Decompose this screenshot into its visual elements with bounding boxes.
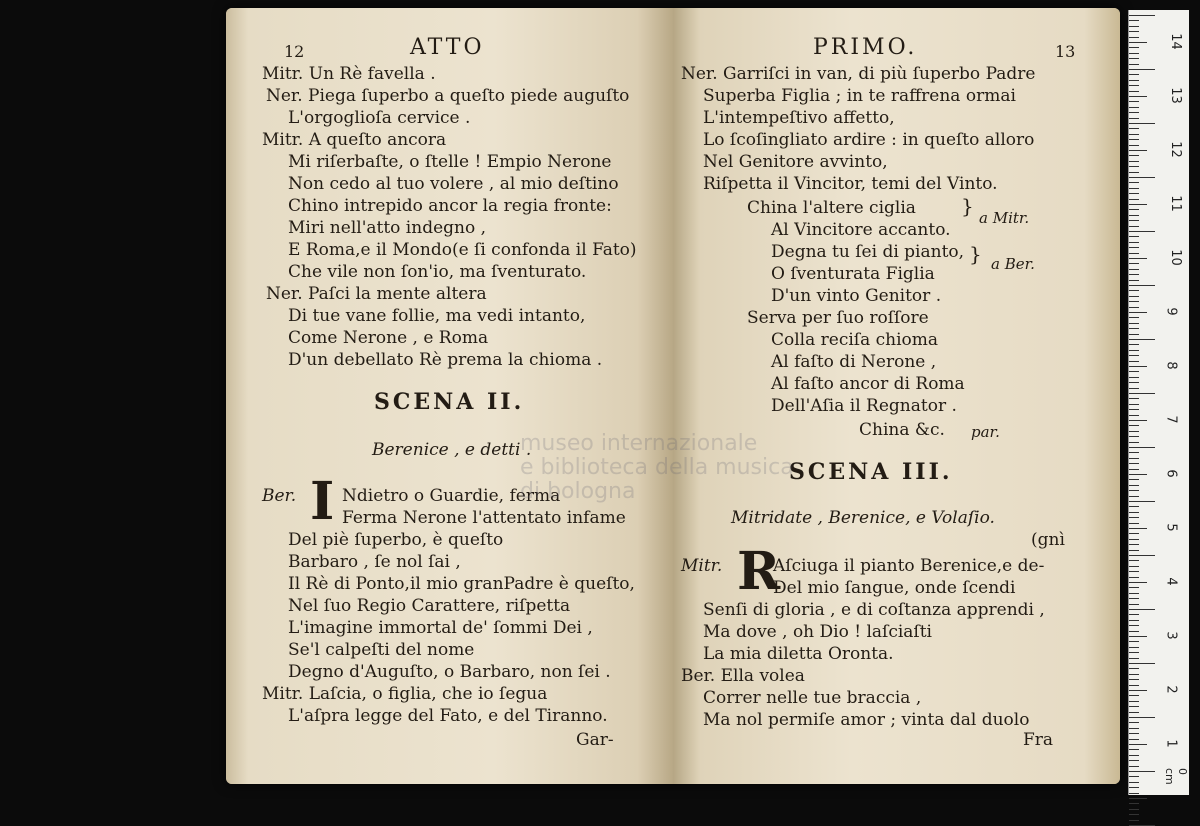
- ruler-tick: [1129, 533, 1139, 534]
- ruler-tick: [1129, 199, 1139, 200]
- text-line: Nel Genitore avvinto,: [703, 152, 888, 172]
- ruler-tick: [1129, 485, 1139, 486]
- ruler-label: 14: [1167, 33, 1183, 50]
- text-line: L'aſpra legge del Fato, e del Tiranno.: [288, 706, 608, 726]
- ruler-tick: [1129, 587, 1139, 588]
- text-line: Ndietro o Guardie, ferma: [342, 486, 561, 506]
- text-line: Come Nerone , e Roma: [288, 328, 489, 348]
- ruler-tick: [1129, 312, 1147, 313]
- scene-title: SCENA II.: [374, 389, 525, 415]
- ruler-tick: [1129, 566, 1139, 567]
- ruler-tick: [1129, 247, 1139, 248]
- ruler-tick: [1129, 733, 1139, 734]
- ruler-tick: [1129, 647, 1139, 648]
- ruler-tick: [1129, 479, 1139, 480]
- ruler-tick: [1129, 215, 1139, 216]
- ruler-tick: [1129, 155, 1139, 156]
- ruler-tick: [1129, 366, 1147, 367]
- text-line: Ber. Ella volea: [681, 666, 805, 686]
- ruler-tick: [1129, 393, 1155, 394]
- text-line: Ferma Nerone l'attentato infame: [342, 508, 626, 528]
- ruler-tick: [1129, 128, 1139, 129]
- ruler-tick: [1129, 771, 1155, 772]
- ruler-tick: [1129, 631, 1139, 632]
- ruler-tick: [1129, 496, 1139, 497]
- ruler-tick: [1129, 188, 1139, 189]
- ruler-tick: [1129, 258, 1147, 259]
- page-number: 13: [1055, 42, 1076, 61]
- scene-persons: Berenice , e detti .: [372, 440, 532, 460]
- ruler-tick: [1129, 436, 1139, 437]
- ruler-tick: [1129, 577, 1139, 578]
- ruler-tick: [1129, 263, 1139, 264]
- text-line: Del piè ſuperbo, è queſto: [288, 530, 504, 550]
- aria-line: China l'altere ciglia: [747, 198, 916, 218]
- ruler-tick: [1129, 512, 1139, 513]
- ruler-label: 9: [1163, 307, 1179, 316]
- ruler-tick: [1129, 663, 1155, 664]
- ruler-tick: [1129, 74, 1139, 75]
- ruler-tick: [1129, 307, 1139, 308]
- text-line: L'imagine immortal de' ſommi Dei ,: [288, 618, 593, 638]
- ruler-tick: [1129, 58, 1139, 59]
- ruler-tick: [1129, 20, 1139, 21]
- ruler-tick: [1129, 398, 1139, 399]
- ruler-tick: [1129, 101, 1139, 102]
- ruler-tick: [1129, 404, 1139, 405]
- ruler-label: 3: [1163, 631, 1179, 640]
- speaker-label: Mitr.: [681, 556, 723, 576]
- ruler-tick: [1129, 280, 1139, 281]
- text-line: Se'l calpeſti del nome: [288, 640, 475, 660]
- ruler-tick: [1129, 220, 1139, 221]
- text-line: Mi riſerbaſte, o ſtelle ! Empio Nerone: [288, 152, 612, 172]
- ruler-tick: [1129, 118, 1139, 119]
- ruler-tick: [1129, 161, 1139, 162]
- ruler-tick: [1129, 560, 1139, 561]
- page-number: 12: [284, 42, 305, 61]
- ruler-tick: [1129, 544, 1139, 545]
- text-line: Riſpetta il Vincitor, temi del Vinto.: [703, 174, 998, 194]
- text-line: Ner. Paſci la mente altera: [266, 284, 487, 304]
- ruler-tick: [1129, 242, 1139, 243]
- watermark-line: e biblioteca della musica: [520, 455, 794, 480]
- text-line: Del mio ſangue, onde ſcendi: [773, 578, 1016, 598]
- ruler-tick: [1129, 609, 1155, 610]
- ruler-tick: [1129, 123, 1155, 124]
- watermark-line: museo internazionale: [520, 431, 758, 456]
- ruler-tick: [1129, 37, 1139, 38]
- aria-line: Al faſto ancor di Roma: [771, 374, 965, 394]
- running-header: ATTO: [410, 35, 485, 60]
- ruler-tick: [1129, 204, 1147, 205]
- aria-line: O ſventurata Figlia: [771, 264, 935, 284]
- ruler-tick: [1129, 447, 1155, 448]
- ruler-label: 4: [1163, 577, 1179, 586]
- ruler-tick: [1129, 323, 1139, 324]
- ruler-label: 2: [1163, 685, 1179, 694]
- ruler-tick: [1129, 193, 1139, 194]
- ruler-tick: [1129, 695, 1139, 696]
- ruler-tick: [1129, 776, 1139, 777]
- text-line: Ma nol permiſe amor ; vinta dal duolo: [703, 710, 1030, 730]
- ruler-label: 10: [1167, 249, 1183, 266]
- ruler-tick: [1129, 371, 1139, 372]
- ruler-tick: [1129, 290, 1139, 291]
- catchword: Fra: [1023, 730, 1054, 750]
- ruler-tick: [1129, 690, 1147, 691]
- text-line: Lo ſcoſingliato ardire : in queſto alloro: [703, 130, 1035, 150]
- aria-line: Al Vincitore accanto.: [771, 220, 951, 240]
- measuring-ruler: [1128, 10, 1189, 795]
- ruler-tick: [1129, 64, 1139, 65]
- ruler-tick: [1129, 31, 1139, 32]
- brace: }: [969, 242, 982, 266]
- ruler-label: 12: [1167, 141, 1183, 158]
- ruler-label: 8: [1163, 361, 1179, 370]
- ruler-tick: [1129, 415, 1139, 416]
- ruler-label: 13: [1167, 87, 1183, 104]
- ruler-tick: [1129, 722, 1139, 723]
- ruler-tick: [1129, 317, 1139, 318]
- ruler-tick: [1129, 452, 1139, 453]
- aria-line: Serva per ſuo roſſore: [747, 308, 929, 328]
- stage-direction: par.: [971, 423, 1000, 441]
- aria-line: Degna tu ſei di pianto,: [771, 242, 965, 262]
- ruler-tick: [1129, 166, 1139, 167]
- ruler-tick: [1129, 582, 1147, 583]
- text-line: Ner. Piega ſuperbo a queſto piede auguſto: [266, 86, 630, 106]
- drop-cap: I: [310, 471, 335, 532]
- text-line: Mitr. Laſcia, o figlia, che io ſegua: [262, 684, 548, 704]
- ruler-tick: [1129, 793, 1139, 794]
- text-line: Correr nelle tue braccia ,: [703, 688, 922, 708]
- scene-persons: Mitridate , Berenice, e Volaſio.: [731, 508, 995, 528]
- aria-line: Colla reciſa chioma: [771, 330, 939, 350]
- ruler-tick: [1129, 145, 1139, 146]
- ruler-tick: [1129, 550, 1139, 551]
- ruler-tick: [1129, 96, 1147, 97]
- drop-cap: R: [737, 541, 781, 602]
- catchword: Gar-: [576, 730, 614, 750]
- ruler-tick: [1129, 760, 1139, 761]
- text-line: Ma dove , oh Dio ! laſciaſti: [703, 622, 932, 642]
- right-page: [673, 8, 1120, 784]
- ruler-tick: [1129, 91, 1139, 92]
- ruler-tick: [1129, 668, 1139, 669]
- ruler-tick: [1129, 334, 1139, 335]
- ruler-tick: [1129, 539, 1139, 540]
- ruler-tick: [1129, 226, 1139, 227]
- ruler-tick: [1129, 706, 1139, 707]
- ruler-tick: [1129, 717, 1155, 718]
- ruler-tick: [1129, 361, 1139, 362]
- ruler-tick: [1129, 231, 1155, 232]
- ruler-tick: [1129, 53, 1139, 54]
- ruler-tick: [1129, 328, 1139, 329]
- ruler-tick: [1129, 236, 1139, 237]
- ruler-tick: [1129, 652, 1139, 653]
- ruler-tick: [1129, 620, 1139, 621]
- text-line: Mitr. Un Rè favella .: [262, 64, 436, 84]
- ruler-tick: [1129, 809, 1139, 810]
- ruler-tick: [1129, 42, 1147, 43]
- text-line: Degno d'Auguſto, o Barbaro, non ſei .: [288, 662, 611, 682]
- ruler-tick: [1129, 209, 1139, 210]
- ruler-tick: [1129, 593, 1139, 594]
- ruler-tick: [1129, 382, 1139, 383]
- ruler-tick: [1129, 523, 1139, 524]
- ruler-tick: [1129, 350, 1139, 351]
- ruler-tick: [1129, 112, 1139, 113]
- text-line: Chino intrepido ancor la regia fronte:: [288, 196, 612, 216]
- ruler-tick: [1129, 674, 1139, 675]
- text-line: Barbaro , ſe nol ſai ,: [288, 552, 461, 572]
- ruler-tick: [1129, 474, 1147, 475]
- ruler-tick: [1129, 420, 1147, 421]
- watermark: [520, 432, 794, 504]
- ruler-tick: [1129, 712, 1139, 713]
- ruler-tick: [1129, 301, 1139, 302]
- text-line: Aſciuga il pianto Berenice,e de-: [773, 556, 1045, 576]
- aria-line: Al faſto di Nerone ,: [771, 352, 937, 372]
- ruler-label: 5: [1163, 523, 1179, 532]
- ruler-tick: [1129, 107, 1139, 108]
- ruler-tick: [1129, 625, 1139, 626]
- ruler-unit: 0 cm: [1163, 768, 1189, 785]
- ruler-tick: [1129, 177, 1155, 178]
- ruler-tick: [1129, 636, 1147, 637]
- ruler-tick: [1129, 431, 1139, 432]
- text-line: L'orgoglioſa cervice .: [288, 108, 471, 128]
- ruler-tick: [1129, 749, 1139, 750]
- speaker-label: Ber.: [262, 486, 297, 506]
- text-line: Ner. Garriſci in van, di più ſuperbo Padre: [681, 64, 1036, 84]
- text-line: E Roma,e il Mondo(e ſi confonda il Fato): [288, 240, 637, 260]
- ruler-tick: [1129, 679, 1139, 680]
- text-line: (gnì: [1031, 530, 1065, 550]
- ruler-tick: [1129, 172, 1139, 173]
- ruler-tick: [1129, 814, 1139, 815]
- book: [226, 8, 1120, 784]
- ruler-tick: [1129, 296, 1139, 297]
- ruler-tick: [1129, 555, 1155, 556]
- ruler-tick: [1129, 728, 1139, 729]
- ruler-tick: [1129, 798, 1147, 799]
- ruler-tick: [1129, 641, 1139, 642]
- ruler-tick: [1129, 685, 1139, 686]
- ruler-tick: [1129, 701, 1139, 702]
- ruler-tick: [1129, 803, 1139, 804]
- ruler-tick: [1129, 755, 1139, 756]
- scene-title: SCENA III.: [789, 459, 953, 485]
- ruler-tick: [1129, 285, 1155, 286]
- brace: }: [961, 194, 974, 218]
- ruler-tick: [1129, 820, 1139, 821]
- ruler-tick: [1129, 463, 1139, 464]
- ruler-tick: [1129, 458, 1139, 459]
- ruler-label: 11: [1167, 195, 1183, 212]
- ruler-tick: [1129, 139, 1139, 140]
- ruler-tick: [1129, 150, 1147, 151]
- ruler-tick: [1129, 598, 1139, 599]
- ruler-tick: [1129, 182, 1139, 183]
- text-line: Non cedo al tuo volere , al mio deſtino: [288, 174, 619, 194]
- stage-direction: a Ber.: [991, 255, 1035, 273]
- ruler-tick: [1129, 744, 1147, 745]
- ruler-tick: [1129, 85, 1139, 86]
- text-line: Il Rè di Ponto,il mio granPadre è queſto,: [288, 574, 635, 594]
- ruler-label: 7: [1163, 415, 1179, 424]
- ruler-tick: [1129, 517, 1139, 518]
- ruler-tick: [1129, 506, 1139, 507]
- text-line: Senſi di gloria , e di coſtanza apprendi ,: [703, 600, 1045, 620]
- ruler-tick: [1129, 490, 1139, 491]
- text-line: Miri nell'atto indegno ,: [288, 218, 487, 238]
- ruler-tick: [1129, 134, 1139, 135]
- ruler-tick: [1129, 409, 1139, 410]
- text-line: Nel ſuo Regio Carattere, riſpetta: [288, 596, 571, 616]
- ruler-tick: [1129, 355, 1139, 356]
- ruler-tick: [1129, 344, 1139, 345]
- ruler-tick: [1129, 425, 1139, 426]
- ruler-tick: [1129, 80, 1139, 81]
- ruler-tick: [1129, 604, 1139, 605]
- ruler-tick: [1129, 501, 1155, 502]
- aria-line: D'un vinto Genitor .: [771, 286, 942, 306]
- ruler-label: 6: [1163, 469, 1179, 478]
- ruler-tick: [1129, 442, 1139, 443]
- text-line: Che vile non ſon'io, ma ſventurato.: [288, 262, 587, 282]
- ruler-tick: [1129, 253, 1139, 254]
- ruler-tick: [1129, 388, 1139, 389]
- text-line: L'intempeſtivo affetto,: [703, 108, 895, 128]
- ruler-tick: [1129, 739, 1139, 740]
- text-line: Mitr. A queſto ancora: [262, 130, 447, 150]
- ruler-tick: [1129, 69, 1155, 70]
- ruler-tick: [1129, 269, 1139, 270]
- ruler-tick: [1129, 782, 1139, 783]
- ruler-tick: [1129, 47, 1139, 48]
- text-line: La mia diletta Oronta.: [703, 644, 894, 664]
- ruler-tick: [1129, 571, 1139, 572]
- text-line: Superba Figlia ; in te raffrena ormai: [703, 86, 1016, 106]
- left-page: [226, 8, 673, 784]
- ruler-tick: [1129, 26, 1139, 27]
- ruler-label: 1: [1163, 739, 1179, 748]
- ruler-tick: [1129, 658, 1139, 659]
- stage-direction: a Mitr.: [979, 209, 1030, 227]
- ruler-tick: [1129, 339, 1155, 340]
- ruler-tick: [1129, 15, 1155, 16]
- aria-line: Dell'Aſia il Regnator .: [771, 396, 957, 416]
- ruler-tick: [1129, 787, 1139, 788]
- ruler-tick: [1129, 274, 1139, 275]
- ruler-tick: [1129, 614, 1139, 615]
- da-capo: China &c.: [859, 420, 945, 440]
- ruler-tick: [1129, 469, 1139, 470]
- text-line: Di tue vane follie, ma vedi intanto,: [288, 306, 586, 326]
- ruler-tick: [1129, 377, 1139, 378]
- text-line: D'un debellato Rè prema la chioma .: [288, 350, 603, 370]
- ruler-tick: [1129, 766, 1139, 767]
- watermark-line: di bologna: [520, 479, 636, 504]
- running-header: PRIMO.: [813, 35, 918, 60]
- ruler-tick: [1129, 528, 1147, 529]
